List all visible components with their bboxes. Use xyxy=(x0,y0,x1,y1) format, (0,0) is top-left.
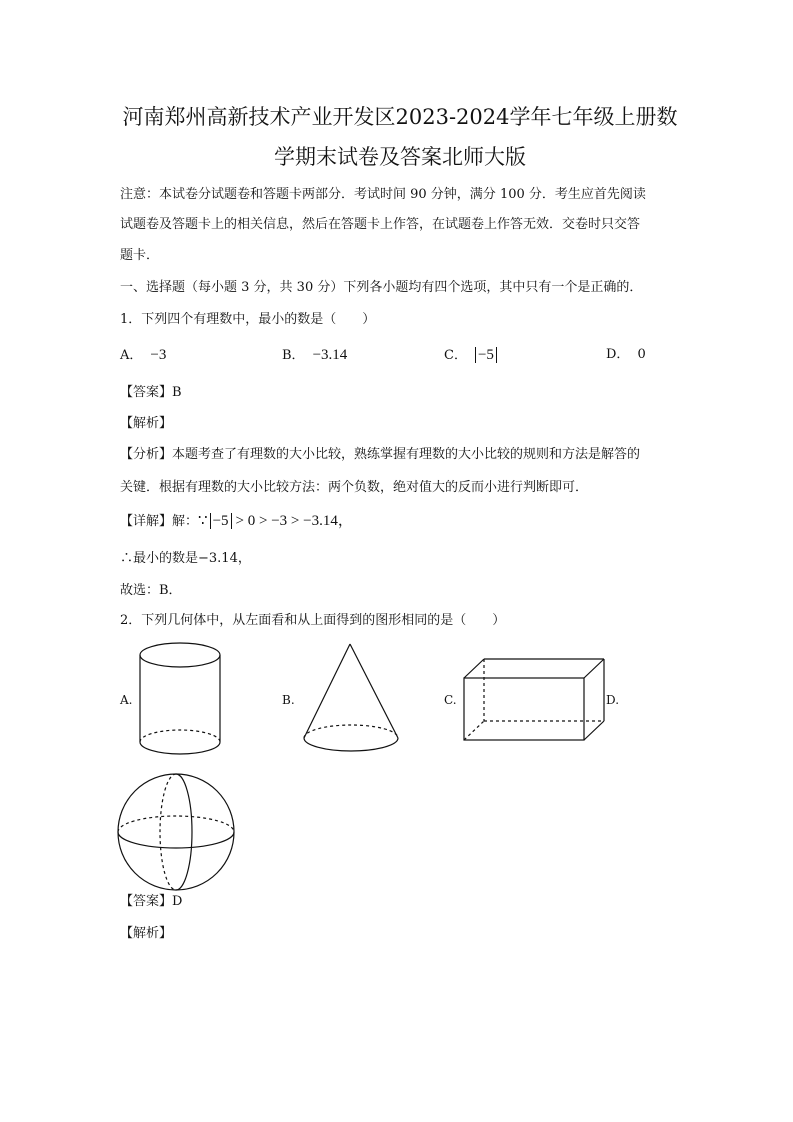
q1-option-d xyxy=(606,346,646,364)
notice-line3: 题卡． xyxy=(120,248,160,263)
q2-label-c: C. xyxy=(444,693,457,707)
q1-detail xyxy=(120,512,353,531)
q1-option-a xyxy=(120,346,166,365)
q1-answer: 【答案】B xyxy=(120,385,182,400)
sphere-figure xyxy=(116,770,240,894)
q1-analysis-line2: 关键．根据有理数的大小比较方法：两个负数，绝对值大的反而小进行判断即可． xyxy=(120,480,589,495)
because-symbol: ∵ xyxy=(198,513,208,529)
doc-title-line1: 河南郑州高新技术产业开发区2023-2024学年七年级上册数 xyxy=(122,105,678,129)
q1-option-b-value: −3.14 xyxy=(312,347,348,363)
q2-label-a: A. xyxy=(120,693,133,707)
q1-conclusion: ∴最小的数是−3.14， xyxy=(120,551,251,566)
q2-label-d: D. xyxy=(606,693,620,707)
q1-option-c-label: C． xyxy=(444,348,467,363)
q1-analysis-line1: 【分析】本题考查了有理数的大小比较，熟练掌握有理数的大小比较的规则和方法是解答的 xyxy=(120,447,641,462)
q1-option-d-label: D． xyxy=(606,347,630,362)
q2-answer: 【答案】D xyxy=(120,894,183,909)
q1-option-d-value: 0 xyxy=(637,347,646,362)
q1-analysis-heading: 【解析】 xyxy=(120,416,173,431)
q2-stem: 2．下列几何体中，从左面看和从上面得到的图形相同的是（ ） xyxy=(120,613,506,628)
q1-detail-prefix: 【详解】解： xyxy=(120,514,199,529)
q1-option-a-value: −3 xyxy=(150,347,167,363)
cone-figure xyxy=(300,640,404,758)
q1-option-b-label: B． xyxy=(282,348,305,363)
notice-line1: 注意：本试卷分试题卷和答题卡两部分．考试时间 90 分钟，满分 100 分．考生应首先阅读 xyxy=(120,187,646,202)
q1-option-c-value: −5 xyxy=(475,347,497,363)
q1-option-a-label: A． xyxy=(120,348,143,363)
q2-label-b: B. xyxy=(282,693,295,707)
doc-title-line2: 学期末试卷及答案北师大版 xyxy=(274,145,526,169)
q2-analysis-heading: 【解析】 xyxy=(120,926,173,941)
section-1-heading: 一、选择题（每小题 3 分，共 30 分）下列各小题均有四个选项，其中只有一个是正确的． xyxy=(120,280,643,295)
q1-option-c xyxy=(444,346,497,365)
q1-choice: 故选：B． xyxy=(120,583,182,598)
cuboid-figure xyxy=(462,656,608,744)
q1-stem: 1．下列四个有理数中，最小的数是（ ） xyxy=(120,312,376,327)
q1-option-b xyxy=(282,346,347,365)
q1-detail-abs: −5 xyxy=(210,513,232,529)
q1-detail-inequality: > 0 > −3 > −3.14， xyxy=(235,513,353,529)
notice-line2: 试题卷及答题卡上的相关信息，然后在答题卡上作答，在试题卷上作答无效．交卷时只交答 xyxy=(120,217,641,232)
cylinder-figure xyxy=(136,640,226,758)
